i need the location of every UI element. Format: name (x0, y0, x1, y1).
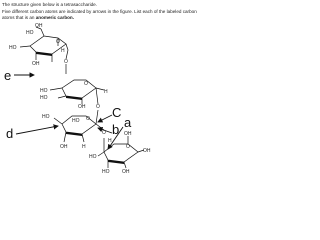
question-line-1: The structure given below is a tetrasaccharide. (2, 2, 97, 7)
ring-3 (42, 110, 106, 150)
label-d: d (6, 126, 14, 141)
ring-2 (40, 64, 108, 110)
ring-4 (89, 131, 151, 174)
anomeric-carbon-emphasis: anomeric carbon. (35, 15, 75, 20)
ring-4-h: H (108, 138, 112, 144)
ring-1-ho-left: HO (9, 45, 17, 51)
label-b: b (112, 122, 120, 137)
ring-4-ho-bottom: HO (102, 169, 110, 174)
ring-2-ho-2: HO (40, 95, 48, 101)
ring-4-oh-top: OH (124, 131, 132, 137)
ring-4-oh-right: OH (143, 148, 151, 154)
arrow-d (6, 126, 58, 141)
arrow-e (4, 68, 34, 83)
ring-3-ho: HO (42, 114, 50, 120)
ring-4-ring-o: O (126, 144, 130, 150)
ring-1-ring-o: O (56, 39, 60, 45)
ring-3-ho-inner: HO (72, 118, 80, 124)
question-line-3-text: atoms that is an (2, 15, 36, 20)
ring-1 (9, 23, 68, 67)
ring-3-link-o: O (102, 130, 106, 136)
ring-2-oh: OH (78, 104, 86, 110)
ring-4-oh-bottom: OH (122, 169, 130, 174)
ring-1-h: H (61, 48, 65, 54)
ring-2-link-o: O (96, 104, 100, 110)
label-c: C (112, 105, 122, 120)
ring-1-oh-top: OH (35, 23, 43, 29)
ring-1-ho-top: HO (26, 30, 34, 36)
ring-1-link-o: O (64, 59, 68, 65)
tetrasaccharide-structure (0, 0, 200, 174)
label-e: e (4, 68, 12, 83)
label-a: a (124, 115, 132, 130)
ring-2-ring-o: O (84, 81, 88, 87)
ring-3-h: H (82, 144, 86, 150)
ring-3-ring-o: O (86, 116, 90, 122)
ring-4-ho: HO (89, 154, 97, 160)
ring-1-oh-bottom: OH (32, 61, 40, 67)
ring-3-oh: OH (60, 144, 68, 150)
question-line-2: Five different carbon atoms are indicated by arrows in the figure. List each of the labeled carbon (2, 9, 197, 14)
ring-2-h: H (104, 89, 108, 95)
arrow-c (98, 105, 121, 122)
ring-2-ho-1: HO (40, 88, 48, 94)
